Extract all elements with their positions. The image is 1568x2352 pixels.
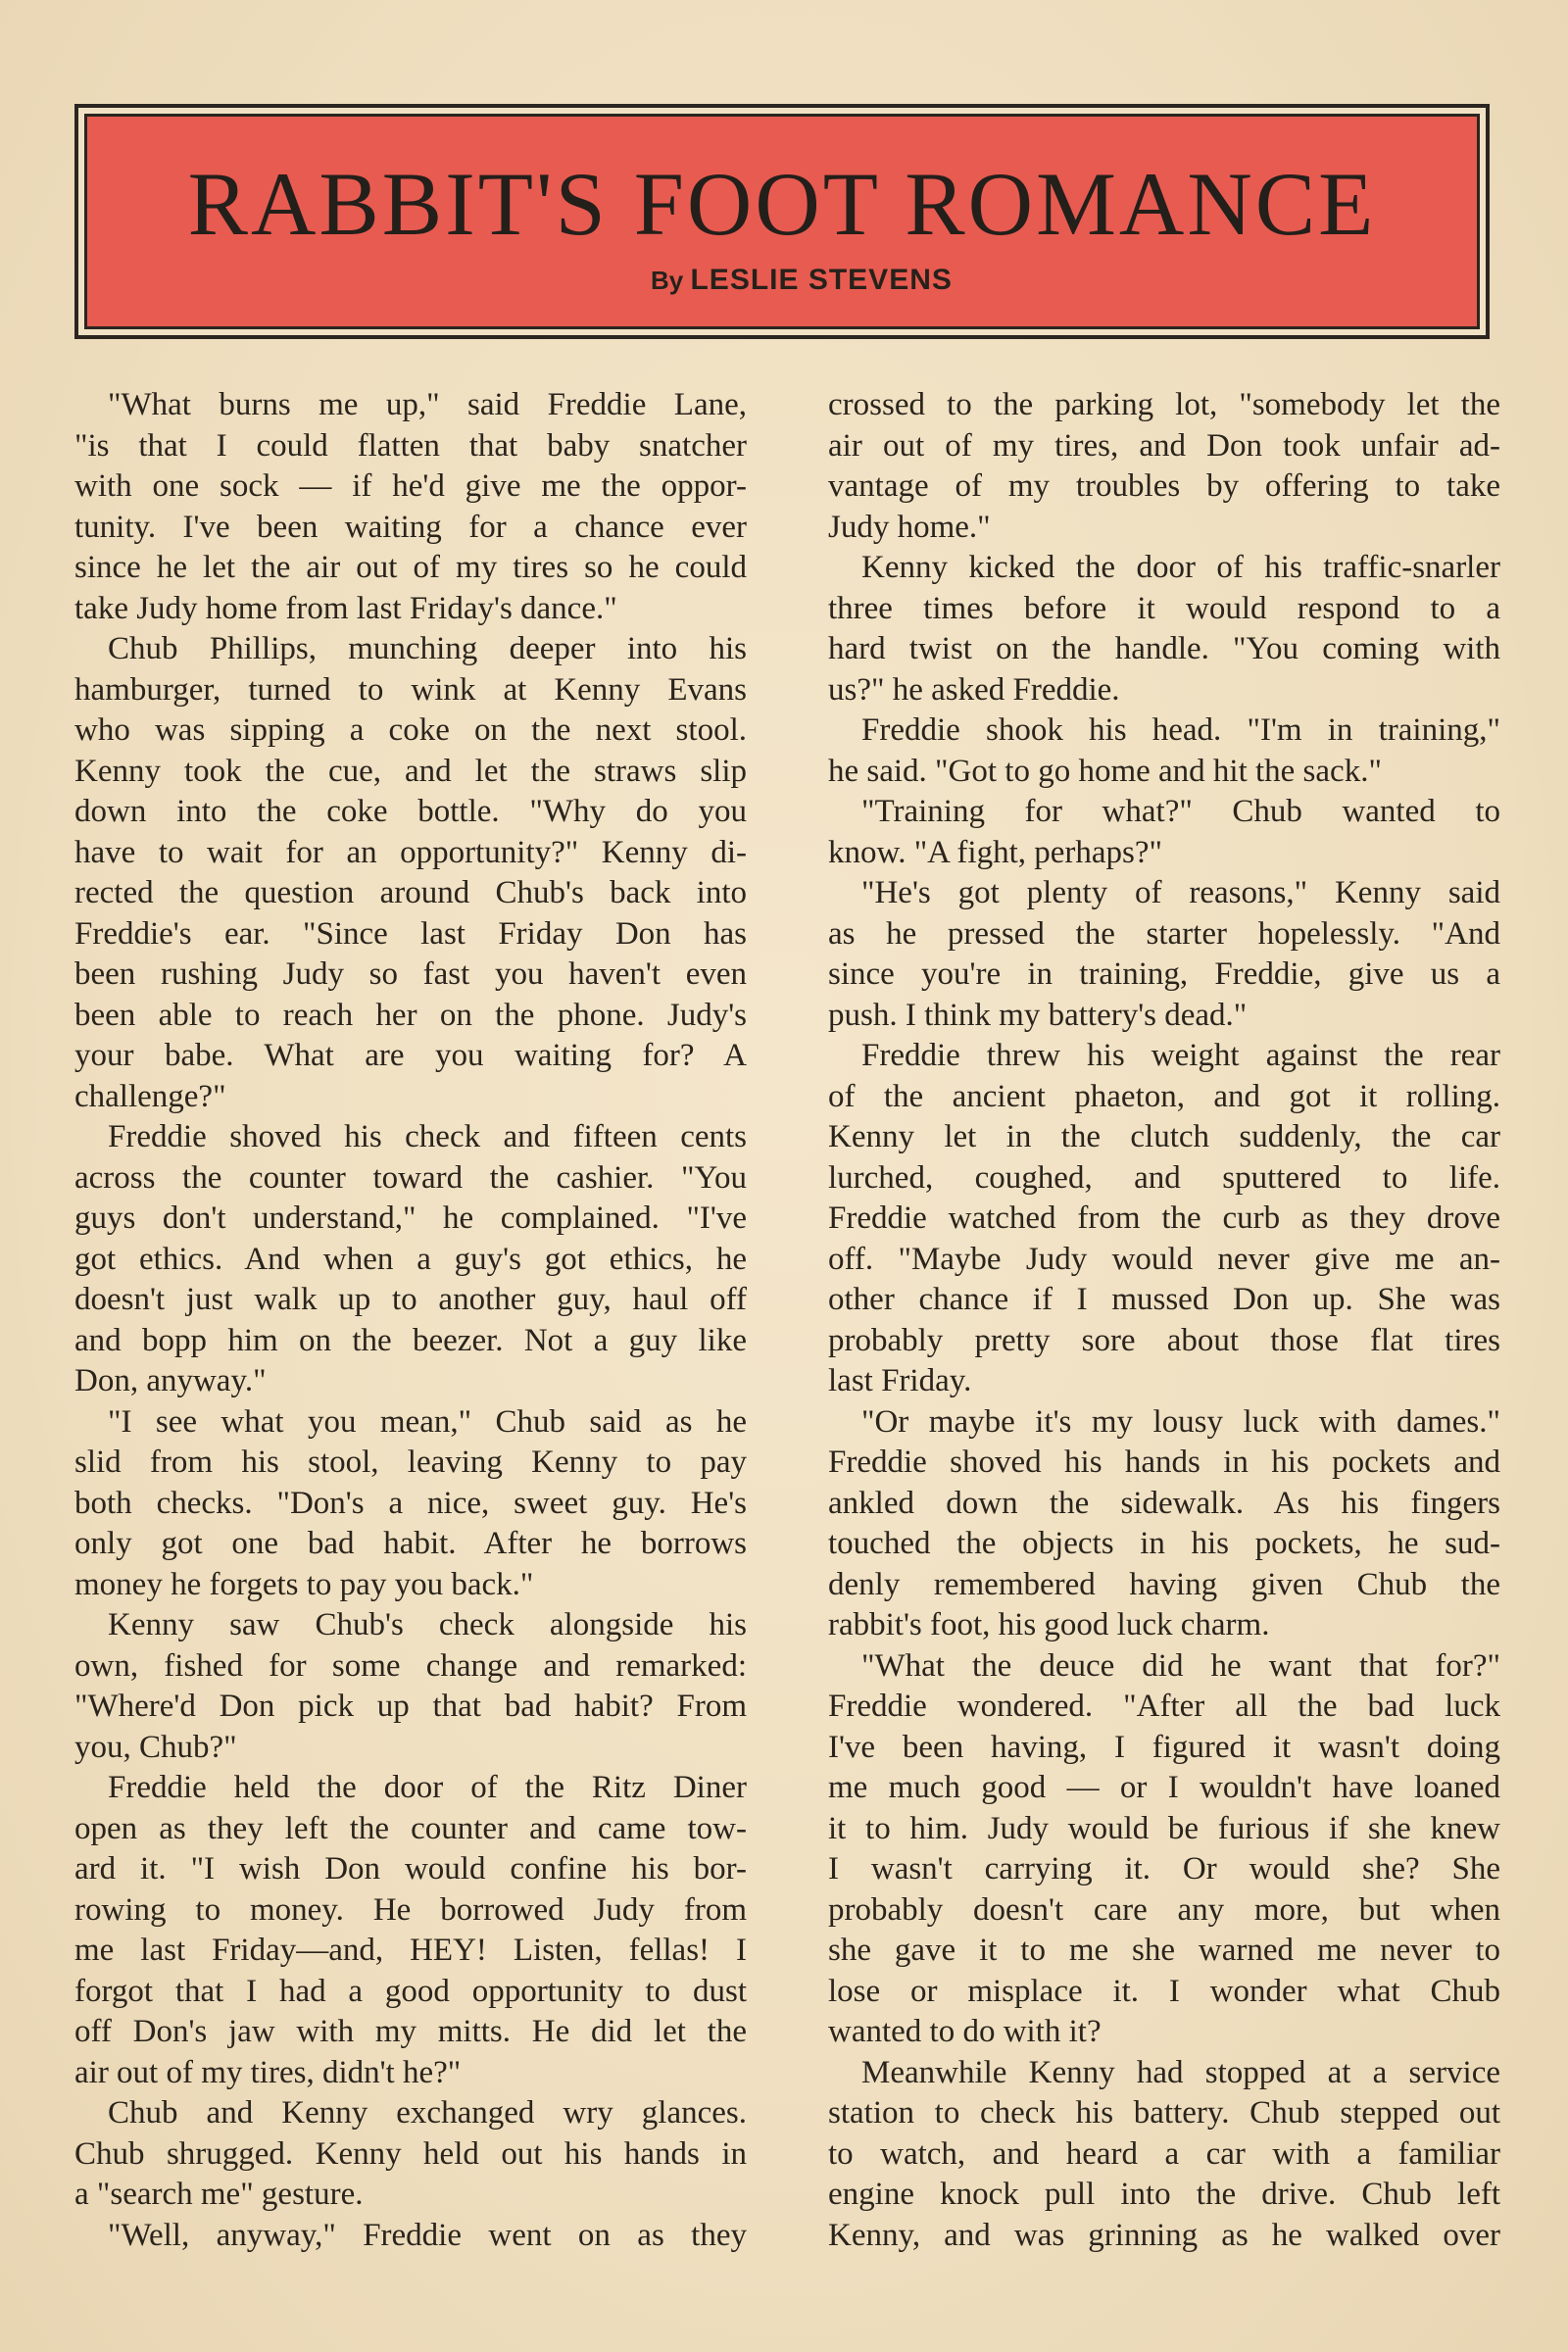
- text-line: Kenny took the cue, and let the straws slip: [74, 753, 747, 789]
- text-line: hard twist on the handle. "You coming with: [828, 631, 1500, 666]
- text-line: "He's got plenty of reasons," Kenny said: [861, 875, 1500, 910]
- text-line: air out of my tires, didn't he?": [74, 2054, 462, 2090]
- text-line: Judy home.": [828, 509, 991, 545]
- text-line: probably pretty sore about those flat tires: [828, 1322, 1500, 1358]
- left-text-column: [74, 385, 747, 2256]
- text-line: "Or maybe it's my lousy luck with dames.": [861, 1403, 1500, 1440]
- text-line: been rushing Judy so fast you haven't even: [74, 956, 747, 992]
- text-line: "What burns me up," said Freddie Lane,: [108, 387, 747, 422]
- text-line: a "search me" gesture.: [74, 2177, 364, 2212]
- text-line: as he pressed the starter hopelessly. "And: [828, 915, 1500, 952]
- text-line: money he forgets to pay you back.": [74, 1566, 534, 1602]
- text-line: vantage of my troubles by offering to take: [828, 468, 1500, 504]
- text-line: Freddie shook his head. "I'm in training,": [861, 712, 1500, 748]
- text-line: since you're in training, Freddie, give us a: [828, 956, 1500, 992]
- text-line: "Where'd Don pick up that bad habit? From: [74, 1689, 747, 1724]
- text-line: "Well, anyway," Freddie went on as they: [108, 2217, 747, 2253]
- text-line: take Judy home from last Friday's dance.": [74, 590, 617, 626]
- text-line: hamburger, turned to wink at Kenny Evans: [74, 671, 747, 708]
- text-line: Chub and Kenny exchanged wry glances.: [108, 2095, 747, 2131]
- text-line: Freddie threw his weight against the rear: [861, 1038, 1500, 1073]
- text-line: station to check his battery. Chub stepped out: [828, 2095, 1500, 2131]
- text-line: Kenny, and was grinning as he walked over: [828, 2217, 1500, 2253]
- text-line: have to wait for an opportunity?" Kenny di-: [74, 834, 747, 870]
- text-line: last Friday.: [828, 1363, 972, 1398]
- text-line: Kenny let in the clutch suddenly, the car: [828, 1119, 1500, 1154]
- text-line: tunity. I've been waiting for a chance ever: [74, 509, 747, 545]
- text-line: Freddie watched from the curb as they drove: [828, 1200, 1500, 1236]
- text-line: challenge?": [74, 1078, 226, 1114]
- text-line: Freddie shoved his check and fifteen cents: [108, 1119, 747, 1154]
- text-line: got ethics. And when a guy's got ethics, he: [74, 1241, 747, 1277]
- text-line: push. I think my battery's dead.": [828, 997, 1248, 1033]
- text-line: slid from his stool, leaving Kenny to pay: [74, 1445, 747, 1480]
- text-line: Kenny kicked the door of his traffic-snarler: [861, 550, 1500, 585]
- text-line: "I see what you mean," Chub said as he: [108, 1403, 747, 1440]
- text-line: who was sipping a coke on the next stool.: [74, 712, 747, 748]
- text-line: wanted to do with it?: [828, 2014, 1102, 2049]
- text-line: lurched, coughed, and sputtered to life.: [828, 1159, 1500, 1196]
- text-line: probably doesn't care any more, but when: [828, 1891, 1500, 1928]
- text-line: me much good — or I wouldn't have loaned: [828, 1770, 1500, 1805]
- byline: [651, 264, 953, 297]
- text-line: you, Chub?": [74, 1729, 237, 1765]
- text-line: Freddie held the door of the Ritz Diner: [108, 1770, 747, 1805]
- text-line: guys don't understand," he complained. "I've: [74, 1200, 747, 1236]
- text-line: he said. "Got to go home and hit the sack.": [828, 753, 1382, 789]
- text-line: your babe. What are you waiting for? A: [74, 1038, 747, 1073]
- text-line: other chance if I mussed Don up. She was: [828, 1282, 1500, 1317]
- text-line: been able to reach her on the phone. Judy's: [74, 997, 747, 1033]
- text-line: of the ancient phaeton, and got it rolling.: [828, 1078, 1500, 1114]
- text-line: three times before it would respond to a: [828, 590, 1500, 626]
- text-line: engine knock pull into the drive. Chub left: [828, 2177, 1500, 2212]
- text-line: rabbit's foot, his good luck charm.: [828, 1607, 1270, 1642]
- text-line: "is that I could flatten that baby snatcher: [74, 427, 747, 464]
- text-line: rected the question around Chub's back into: [74, 875, 747, 910]
- text-line: off Don's jaw with my mitts. He did let the: [74, 2014, 747, 2049]
- text-line: lose or misplace it. I wonder what Chub: [828, 1973, 1500, 2009]
- text-line: ankled down the sidewalk. As his fingers: [828, 1485, 1500, 1521]
- text-line: to watch, and heard a car with a familiar: [828, 2135, 1500, 2172]
- text-line: Chub Phillips, munching deeper into his: [108, 631, 747, 666]
- story-title: RABBIT'S FOOT ROMANCE: [187, 154, 1377, 254]
- text-line: I've been having, I figured it wasn't doing: [828, 1729, 1500, 1765]
- text-line: touched the objects in his pockets, he sud-: [828, 1526, 1500, 1561]
- text-line: and bopp him on the beezer. Not a guy like: [74, 1322, 747, 1358]
- text-line: doesn't just walk up to another guy, haul off: [74, 1282, 747, 1317]
- text-line: Kenny saw Chub's check alongside his: [108, 1607, 747, 1642]
- text-line: us?" he asked Freddie.: [828, 671, 1120, 708]
- text-line: ard it. "I wish Don would confine his bor-: [74, 1851, 747, 1886]
- title-banner: [74, 104, 1490, 339]
- text-line: Freddie's ear. "Since last Friday Don has: [74, 915, 747, 952]
- title-banner-inner: [84, 114, 1480, 329]
- text-line: off. "Maybe Judy would never give me an-: [828, 1241, 1500, 1277]
- text-line: she gave it to me she warned me never to: [828, 1933, 1500, 1968]
- text-line: since he let the air out of my tires so he could: [74, 550, 747, 585]
- text-line: Chub shrugged. Kenny held out his hands in: [74, 2135, 747, 2172]
- text-line: crossed to the parking lot, "somebody let the: [828, 387, 1500, 422]
- text-line: with one sock — if he'd give me the oppor-: [74, 468, 747, 504]
- byline-prefix: By: [651, 266, 684, 295]
- author-name: LESLIE STEVENS: [690, 264, 953, 296]
- text-line: me last Friday—and, HEY! Listen, fellas! I: [74, 1933, 747, 1968]
- text-line: both checks. "Don's a nice, sweet guy. He's: [74, 1485, 747, 1521]
- text-line: "What the deuce did he want that for?": [861, 1647, 1500, 1684]
- text-line: Don, anyway.": [74, 1363, 267, 1398]
- text-line: I wasn't carrying it. Or would she? She: [828, 1851, 1500, 1886]
- text-line: know. "A fight, perhaps?": [828, 834, 1162, 870]
- text-line: only got one bad habit. After he borrows: [74, 1526, 747, 1561]
- text-line: Freddie shoved his hands in his pockets and: [828, 1445, 1500, 1480]
- text-line: open as they left the counter and came tow-: [74, 1810, 747, 1846]
- text-line: it to him. Judy would be furious if she knew: [828, 1810, 1500, 1846]
- text-line: forgot that I had a good opportunity to dust: [74, 1973, 747, 2009]
- text-line: Meanwhile Kenny had stopped at a service: [861, 2054, 1500, 2090]
- text-line: own, fished for some change and remarked:: [74, 1647, 747, 1684]
- right-text-column: [828, 385, 1500, 2256]
- text-line: denly remembered having given Chub the: [828, 1566, 1500, 1602]
- text-line: Freddie wondered. "After all the bad luck: [828, 1689, 1500, 1724]
- text-line: down into the coke bottle. "Why do you: [74, 794, 747, 829]
- text-line: rowing to money. He borrowed Judy from: [74, 1891, 747, 1928]
- text-line: across the counter toward the cashier. "You: [74, 1159, 747, 1196]
- text-line: air out of my tires, and Don took unfair ad-: [828, 427, 1500, 464]
- text-line: "Training for what?" Chub wanted to: [861, 794, 1500, 829]
